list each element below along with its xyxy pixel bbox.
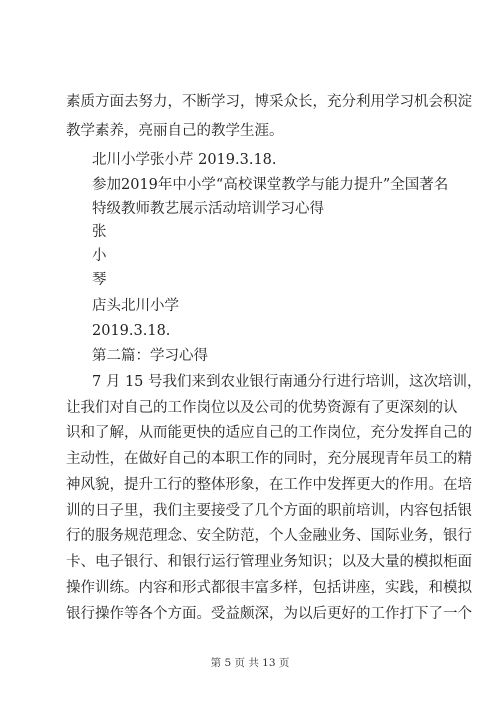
school-name: 店头北川小学: [92, 298, 179, 314]
author-char: 小: [92, 248, 107, 264]
page-number-footer: 第 5 页 共 13 页: [210, 657, 290, 669]
paragraph-line: 操作训练。内容和形式都很丰富多样，包括讲座，实践，和模拟: [66, 580, 472, 596]
paragraph-line: 银行操作等各个方面。受益颇深，为以后更好的工作打下了一个: [66, 606, 472, 622]
signature: 北川小学张小芹 2019.3.18.: [92, 152, 277, 168]
author-char: 琴: [92, 272, 107, 288]
paragraph-line: 行的服务规范理念、安全防范，个人金融业务、国际业务，银行: [66, 528, 472, 544]
paragraph-line: 7 月 15 号我们来到农业银行南通分行进行培训，这次培训，: [92, 374, 482, 390]
paragraph-line: 主动性，在做好自己的本职工作的同时，充分展现青年员工的精: [66, 451, 472, 467]
paragraph-line: 识和了解，从而能更快的适应自己的工作岗位，充分发挥自己的: [66, 425, 472, 441]
article-title-line: 特级教师教艺展示活动培训学习心得: [92, 201, 324, 217]
paragraph-line: 神风貌，提升工行的整体形象，在工作中发挥更大的作用。在培: [66, 477, 472, 493]
author-char: 张: [92, 224, 107, 240]
paragraph-line: 教学素养，亮丽自己的教学生涯。: [66, 123, 284, 139]
paragraph-line: 训的日子里，我们主要接受了几个方面的职前培训，内容包括银: [66, 503, 472, 519]
section-heading: 第二篇：学习心得: [92, 348, 208, 364]
paragraph-line: 让我们对自己的工作岗位以及公司的优势资源有了更深刻的认: [66, 400, 458, 416]
article-title-line: 参加2019年中小学“高校课堂教学与能力提升”全国著名: [92, 177, 449, 193]
paragraph-line: 素质方面去努力，不断学习，博采众长，充分利用学习机会积淀: [66, 94, 472, 110]
date: 2019.3.18.: [92, 323, 171, 339]
paragraph-line: 卡、电子银行、和银行运行管理业务知识；以及大量的模拟柜面: [66, 554, 472, 570]
